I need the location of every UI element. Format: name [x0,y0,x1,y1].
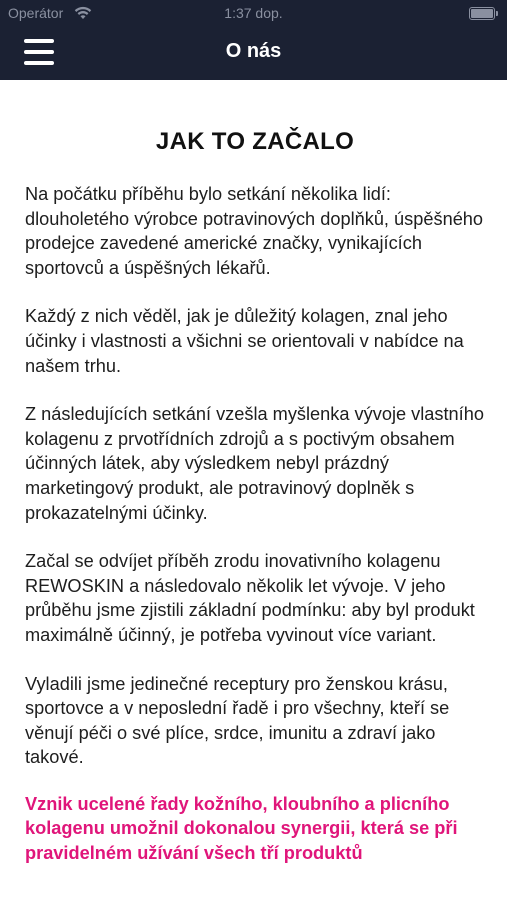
paragraph: Každý z nich věděl, jak je důležitý kolagen, znal jeho účinky i vlastnosti a všichni se orientovali v nabídce na našem trhu. [25,306,464,376]
about-content [25,80,485,866]
paragraph: Vyladili jsme jedinečné receptury pro ženskou krásu, sportovce a v neposlední řadě i pro všechny, kteří se věnují péči o své plíce, srdce, imunitu a zdraví jako takové. [25,673,450,768]
status-bar [0,0,507,28]
carrier-label: Operátor [8,5,64,21]
battery-icon [469,7,495,20]
section-heading: JAK TO ZAČALO [155,128,355,155]
highlight-paragraph: Vznik ucelené řady kožního, kloubního a plicního kolagenu umožnil dokonalou synergii, která se při pravidelném užívání všech tří produktů [25,793,458,864]
status-time: 1:37 dop. [224,5,283,21]
paragraph: Na počátku příběhu bylo setkání několika lidí: dlouholetého výrobce potravinových doplňků, úspěšného prodejce zavedené americké značky, vynikajících sportovců a úspěšných lékařů. [25,184,484,278]
nav-bar [0,0,507,80]
paragraph: Začal se odvíjet příběh zrodu inovativního kolagenu REWOSKIN a následovalo několik let vývoje. V jeho průběhu jsme zjistili základní podmínku: aby byl produkt maximálně účinný, je potřeba vyvinout více variant. [25,551,475,645]
paragraph: Z následujících setkání vzešla myšlenka vývoje vlastního kolagenu z prvotřídních zdrojů a s poctivým obsahem účinných látek, aby výsledkem nebyl prázdný marketingový produkt, ale potravinový doplněk s prokazatelnými účinky. [25,404,484,523]
page-title: O nás [225,40,282,62]
